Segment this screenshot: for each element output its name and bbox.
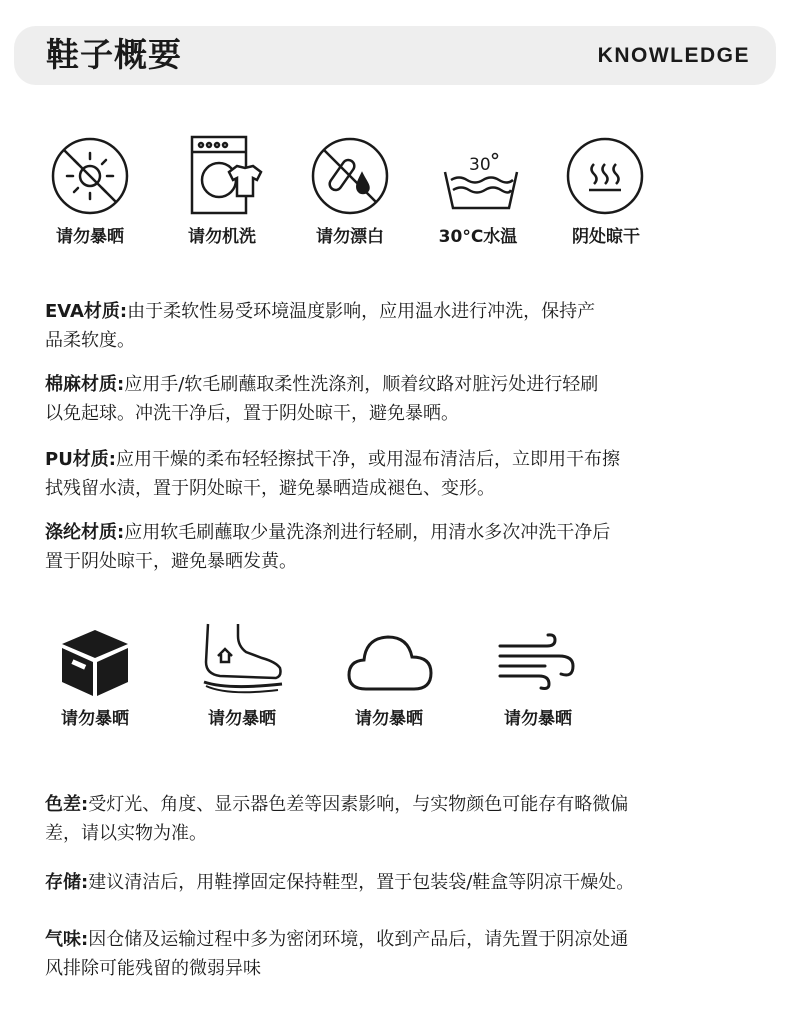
box-icon: [60, 628, 130, 698]
section-header: [14, 26, 776, 85]
material-text: 由于柔软性易受环境温度影响，应用温水进行冲洗，保持产: [127, 301, 596, 322]
material-polyester: [45, 518, 767, 576]
feature-label-wind: 请勿暴晒: [504, 709, 572, 729]
material-text: 以免起球。冲洗干净后，置于阴处晾干，避免暴晒。: [45, 403, 459, 424]
section-subtitle: KNOWLEDGE: [597, 44, 750, 67]
care-label-no-machine-wash: 请勿机洗: [188, 227, 256, 247]
wash-30-icon: [441, 150, 521, 212]
care-label-no-sun: 请勿暴晒: [56, 227, 124, 247]
note-odor: [45, 925, 767, 983]
material-key: EVA材质:: [45, 301, 128, 322]
note-text: 差，请以实物为准。: [45, 823, 207, 844]
feature-label-box: 请勿暴晒: [61, 709, 129, 729]
cloud-icon: [346, 633, 434, 693]
note-key: 色差:: [45, 794, 89, 815]
note-text: 受灯光、角度、显示器色差等因素影响，与实物颜色可能存有略微偏: [88, 794, 629, 815]
wind-icon: [497, 632, 579, 692]
no-machine-wash-icon: [189, 134, 271, 216]
material-cotton-linen: [45, 370, 767, 428]
material-key: 棉麻材质:: [45, 374, 125, 395]
section-title: 鞋子概要: [46, 35, 182, 74]
note-text: 因仓储及运输过程中多为密闭环境，收到产品后，请先置于阴凉处通: [88, 929, 629, 950]
material-pu: [45, 445, 767, 503]
material-text: 应用干燥的柔布轻轻擦拭干净，或用湿布清洁后，立即用干布擦: [116, 449, 621, 470]
material-key: 涤纶材质:: [45, 522, 125, 543]
material-text: 品柔软度。: [45, 330, 135, 351]
wash-temp-text: 30: [469, 155, 491, 175]
no-bleach-icon: [310, 136, 390, 216]
material-text: 应用手/软毛刷蘸取柔性洗涤剂，顺着纹路对脏污处进行轻刷: [124, 374, 599, 395]
note-text: 建议清洁后，用鞋撑固定保持鞋型，置于包装袋/鞋盒等阴凉干燥处。: [88, 872, 635, 893]
care-label-no-bleach: 请勿漂白: [316, 227, 384, 247]
note-color-difference: [45, 790, 767, 848]
dry-shade-icon: [565, 136, 645, 216]
note-key: 气味:: [45, 929, 89, 950]
feature-label-insole: 请勿暴晒: [208, 709, 276, 729]
material-text: 置于阴处晾干，避免暴晒发黄。: [45, 551, 297, 572]
material-key: PU材质:: [45, 449, 117, 470]
note-text: 风排除可能残留的微弱异味: [45, 958, 261, 979]
foot-insole-icon: [198, 622, 286, 696]
feature-label-cloud: 请勿暴晒: [355, 709, 423, 729]
care-label-dry-shade: 阴处晾干: [572, 227, 640, 247]
note-storage: [45, 868, 767, 897]
note-key: 存储:: [45, 872, 89, 893]
care-label-wash-temp: 30°C水温: [438, 227, 518, 247]
material-text: 拭残留水渍，置于阴处晾干，避免暴晒造成褪色、变形。: [45, 478, 495, 499]
material-eva: [45, 297, 767, 355]
no-sun-icon: [50, 136, 130, 216]
material-text: 应用软毛刷蘸取少量洗涤剂进行轻刷，用清水多次冲洗干净后: [124, 522, 611, 543]
